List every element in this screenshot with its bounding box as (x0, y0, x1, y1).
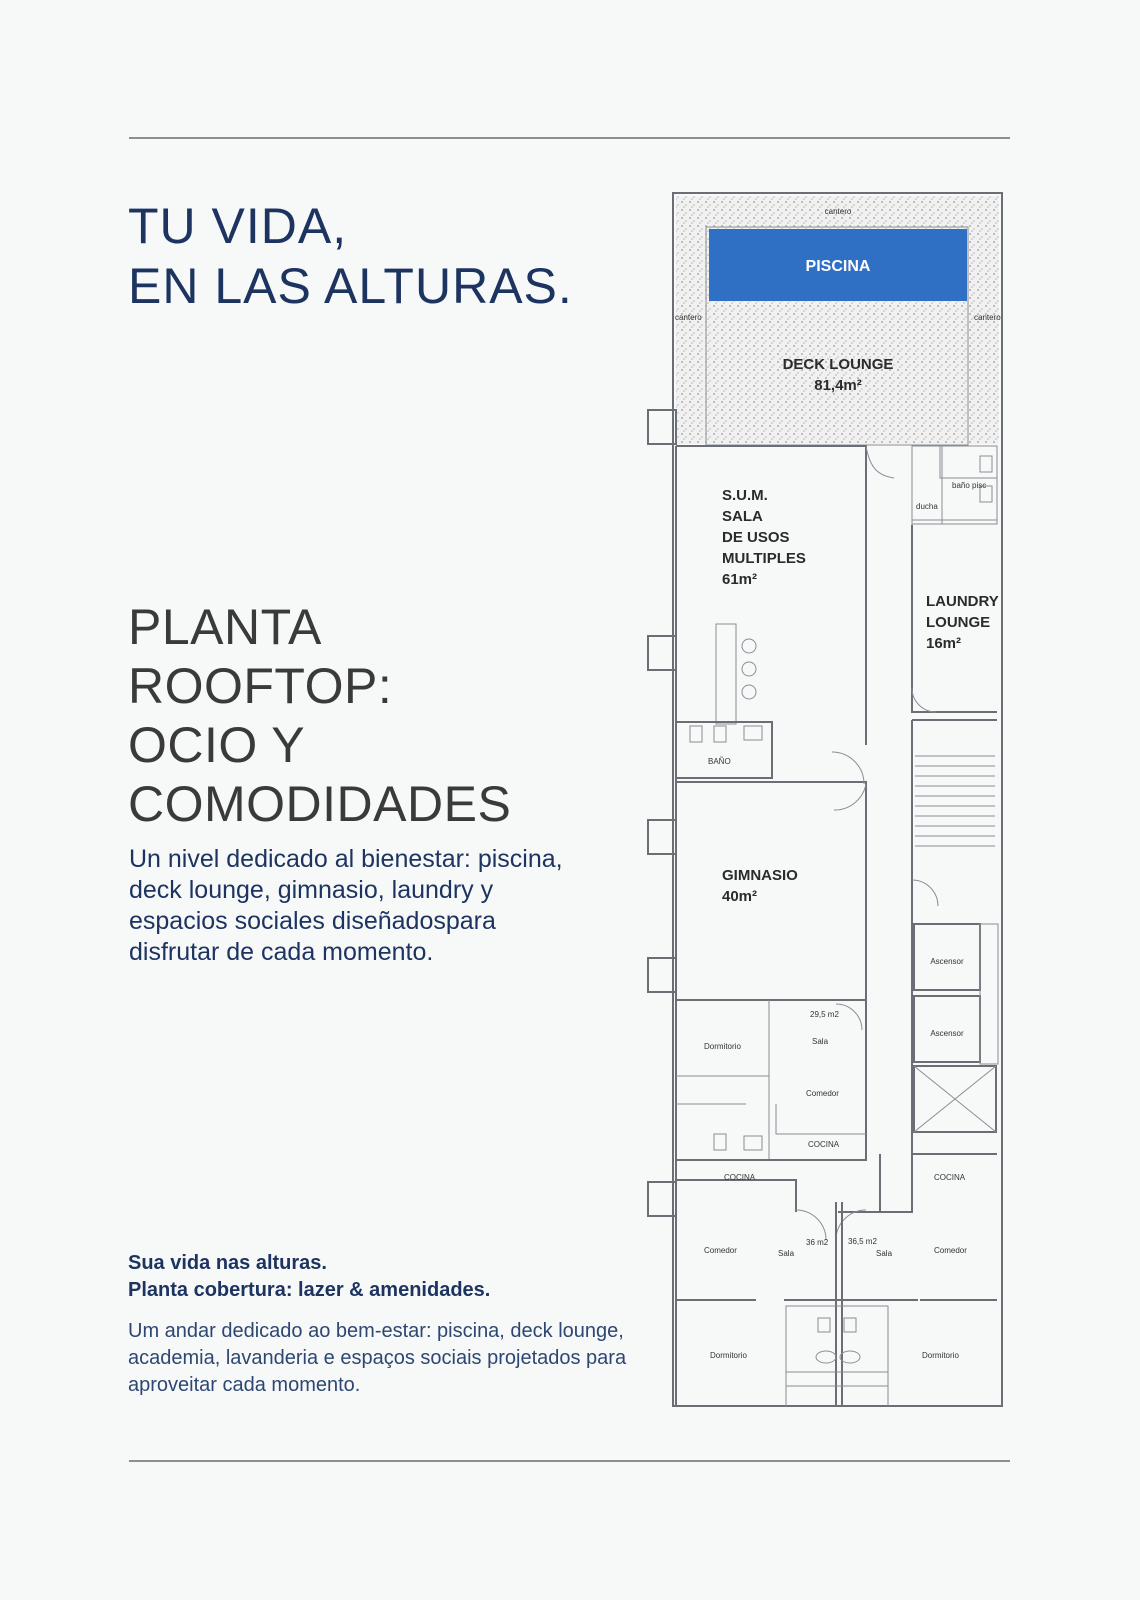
dining-left-label: Comedor (704, 1246, 737, 1255)
sum-label-4: MULTIPLES (722, 550, 806, 567)
laundry-label-1: LAUNDRY (926, 593, 999, 610)
kitchen-left-label: COCINA (724, 1173, 756, 1182)
gym-area: 40m² (722, 888, 758, 905)
unit-a-bedroom: Dormitorio (704, 1042, 741, 1051)
kitchen-right-label: COCINA (934, 1173, 966, 1182)
laundry-label-2: LOUNGE (926, 614, 991, 631)
section-title-line-1: PLANTA (128, 599, 322, 655)
elevator-label-1: Ascensor (930, 957, 964, 966)
unit-a-living: Sala (812, 1037, 829, 1046)
headline-line-2: EN LAS ALTURAS. (128, 258, 573, 314)
description-spanish: Un nivel dedicado al bienestar: piscina, deck lounge, gimnasio, laundry y espacios sociales diseñadospara disfrutar de cada momento. (129, 845, 563, 966)
deck-lounge-name: DECK LOUNGE (782, 356, 894, 373)
headline-line-1: TU VIDA, (128, 198, 348, 254)
section-title-line-3: OCIO Y (128, 717, 306, 773)
portuguese-title-1: Sua vida nas alturas. (128, 1252, 327, 1274)
living-left-label: Sala (778, 1249, 795, 1258)
portuguese-title-2: Planta cobertura: lazer & amenidades. (128, 1279, 491, 1301)
dining-right-label: Comedor (934, 1246, 967, 1255)
unit-a-area: 29,5 m2 (810, 1010, 839, 1019)
pool-label: PISCINA (805, 258, 871, 275)
bedroom-left-label: Dormitorio (710, 1351, 747, 1360)
bathroom-label: BAÑO (708, 757, 731, 766)
planter-label-left: cantero (675, 313, 702, 322)
unit-a-dining: Comedor (806, 1089, 839, 1098)
sum-label-2: SALA (722, 508, 763, 525)
area-right-label: 36,5 m2 (848, 1237, 877, 1246)
section-title-line-4: COMODIDADES (128, 776, 512, 832)
description-portuguese: Um andar dedicado ao bem-estar: piscina, deck lounge, academia, lavanderia e espaços sociais projetados para aproveitar cada momento. (128, 1320, 627, 1396)
unit-a-kitchen: COCINA (808, 1140, 840, 1149)
planter-label-top: cantero (824, 207, 852, 216)
deck-area (675, 196, 1001, 445)
sum-area: 61m² (722, 571, 758, 588)
area-left-label: 36 m2 (806, 1238, 829, 1247)
section-title-line-2: ROOFTOP: (128, 658, 393, 714)
laundry-area: 16m² (926, 635, 962, 652)
bedroom-right-label: Dormitorio (922, 1351, 959, 1360)
living-right-label: Sala (876, 1249, 893, 1258)
sum-label-3: DE USOS (722, 529, 790, 546)
shower-label: ducha (916, 502, 938, 511)
pool-bathroom-label: baño pisc (952, 481, 987, 490)
planter-label-right: cantero (974, 313, 1001, 322)
elevator-label-2: Ascensor (930, 1029, 964, 1038)
plan-walls (648, 410, 998, 1406)
plan-labels (704, 481, 999, 1360)
bottom-divider (129, 1460, 1010, 1462)
sum-label-1: S.U.M. (722, 487, 768, 504)
gym-name: GIMNASIO (722, 867, 798, 884)
deck-lounge-area: 81,4m² (814, 377, 862, 394)
